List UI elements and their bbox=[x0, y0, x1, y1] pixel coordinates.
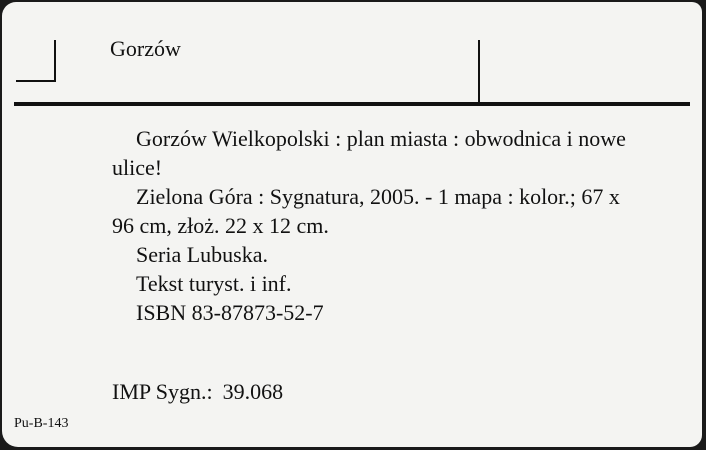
bibliographic-description bbox=[112, 124, 642, 327]
isbn-line: ISBN 83-87873-52-7 bbox=[136, 300, 324, 325]
note-line: Tekst turyst. i inf. bbox=[136, 271, 292, 296]
signature-value: 39.068 bbox=[222, 379, 284, 404]
horizontal-rule bbox=[14, 102, 690, 106]
card-heading: Gorzów bbox=[110, 36, 181, 61]
signature-footer bbox=[112, 379, 283, 405]
corner-mark bbox=[16, 40, 56, 82]
call-number: Pu-B-143 bbox=[14, 416, 69, 431]
series-line: Seria Lubuska. bbox=[136, 242, 268, 267]
title-line: Gorzów Wielkopolski : plan miasta : obwodnica i nowe ulice! bbox=[112, 126, 626, 180]
signature-label: IMP Sygn.: bbox=[112, 379, 213, 404]
publication-line: Zielona Góra : Sygnatura, 2005. - 1 mapa : kolor.; 67 x 96 cm, złoż. 22 x 12 cm. bbox=[112, 184, 620, 238]
vertical-divider bbox=[478, 40, 480, 102]
catalog-card bbox=[2, 2, 702, 447]
